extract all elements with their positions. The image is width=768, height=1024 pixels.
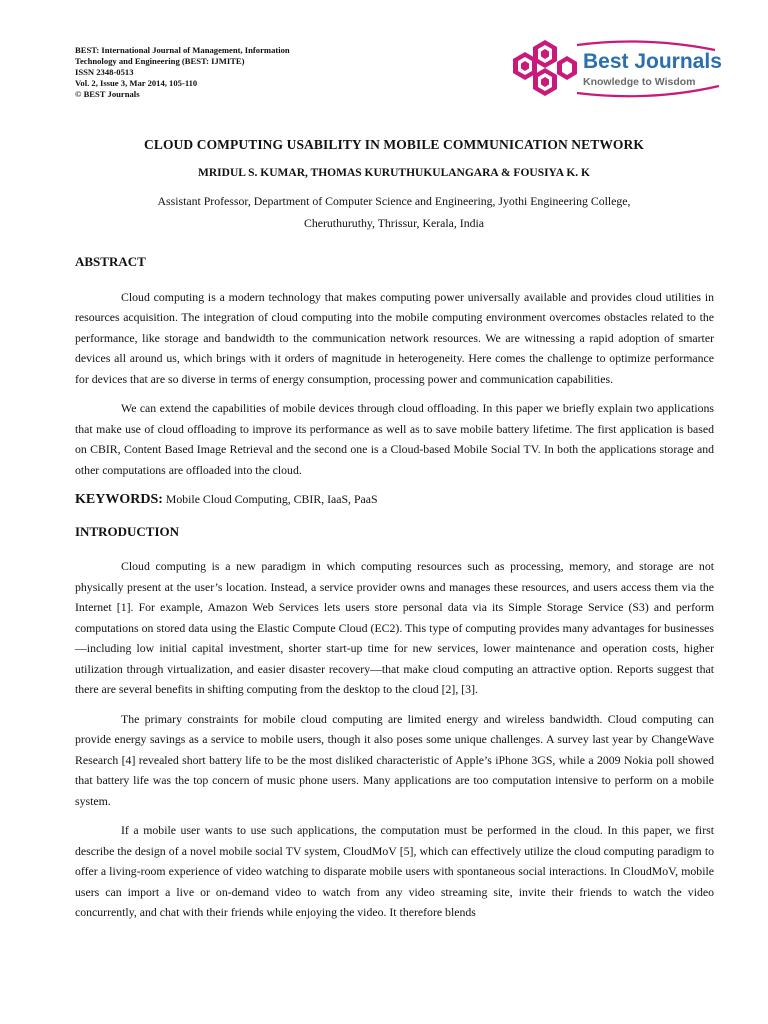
best-journals-logo xyxy=(505,38,727,102)
abstract-paragraph: Cloud computing is a modern technology that makes computing power universally available and provides cloud utilities in resources acquisition. The integration of cloud computing into the mobile computing environment overcomes obstacles related to the performance, like storage and bandwidth to the communication network resources. We are witnessing a rapid adoption of smarter devices all around us, which brings with it orders of magnitude in heterogeneity. Here comes the challenge to optimize performance for devices that are so diverse in terms of energy consumption, processing power and communication capabilities. xyxy=(75,289,714,386)
introduction-paragraph: If a mobile user wants to use such applications, the computation must be performed in the cloud. In this paper, we first describe the design of a novel mobile social TV system, CloudMoV [5], which can effectively utilize the cloud computing paradigm to offer a living-room experience of video watching to disparate mobile users with spontaneous social interactions. In CloudMoV, mobile users can import a live or on-demand video to watch from any video streaming site, invite their friends to watch the video concurrently, and chat with their friends while enjoying the video. It therefore blends xyxy=(75,823,714,919)
keywords-label: KEYWORDS: xyxy=(75,492,163,507)
affiliation-line-2: Cheruthuruthy, Thrissur, Kerala, India xyxy=(303,216,485,230)
paper-authors: MRIDUL S. KUMAR, THOMAS KURUTHUKULANGARA & FOUSIYA K. K xyxy=(198,167,590,179)
introduction-paragraph: Cloud computing is a new paradigm in which computing resources such as processing, memory, and storage are not physically present at the user’s location. Instead, a service provider owns and manages these resources, and users access them via the Internet [1]. For example, Amazon Web Services lets users store personal data via its Simple Storage Service (S3) and perform computations on stored data using the Elastic Compute Cloud (EC2). This type of computing provides many advantages for businesses—including low initial capital investment, shorter start-up time for new services, lower maintenance and operation costs, higher utilization through virtualization, and easier disaster recovery—that make cloud computing an attractive option. Reports suggest that there are several benefits in shifting computing from the desktop to the cloud [2], [3]. xyxy=(75,559,714,696)
paper-affiliation xyxy=(110,190,678,234)
journal-copyright: © BEST Journals xyxy=(75,89,140,99)
journal-name-line2: Technology and Engineering (BEST: IJMITE) xyxy=(75,56,245,66)
logo-tagline: Knowledge to Wisdom xyxy=(583,76,696,88)
keywords-text: Mobile Cloud Computing, CBIR, IaaS, PaaS xyxy=(162,492,378,506)
journal-issn: ISSN 2348-0513 xyxy=(75,67,134,77)
affiliation-line-1: Assistant Professor, Department of Computer Science and Engineering, Jyothi Engineering College, xyxy=(157,194,631,208)
abstract-paragraph: We can extend the capabilities of mobile devices through cloud offloading. In this paper we briefly explain two applications that make use of cloud offloading to improve its performance as well as to save mobile battery lifetime. The first application is based on CBIR, Content Based Image Retrieval and the second one is a Cloud-based Mobile Social TV. In both the applications storage and other computations are offloaded into the cloud. xyxy=(75,401,714,477)
paper-body xyxy=(75,252,714,932)
paper-title: CLOUD COMPUTING USABILITY IN MOBILE COMMUNICATION NETWORK xyxy=(144,137,644,152)
journal-name-line1: BEST: International Journal of Management, Information xyxy=(75,45,290,55)
introduction-heading: INTRODUCTION xyxy=(75,523,180,539)
abstract-heading: ABSTRACT xyxy=(75,254,146,269)
introduction-paragraph: The primary constraints for mobile cloud computing are limited energy and wireless bandwidth. Cloud computing can provide energy savings as a service to mobile users, though it also poses some unique challenges. A survey last year by ChangeWave Research [4] revealed short battery life to be the most disliked characteristic of Apple’s iPhone 3GS, while a 2009 Nokia poll showed that battery life was the top concern of music phone users. Many applications are too computation intensive to perform on a mobile system. xyxy=(75,711,714,808)
journal-volume: Vol. 2, Issue 3, Mar 2014, 105-110 xyxy=(75,78,198,88)
logo-name: Best Journals xyxy=(583,50,722,73)
keywords-line xyxy=(75,489,714,511)
journal-info xyxy=(75,45,405,100)
